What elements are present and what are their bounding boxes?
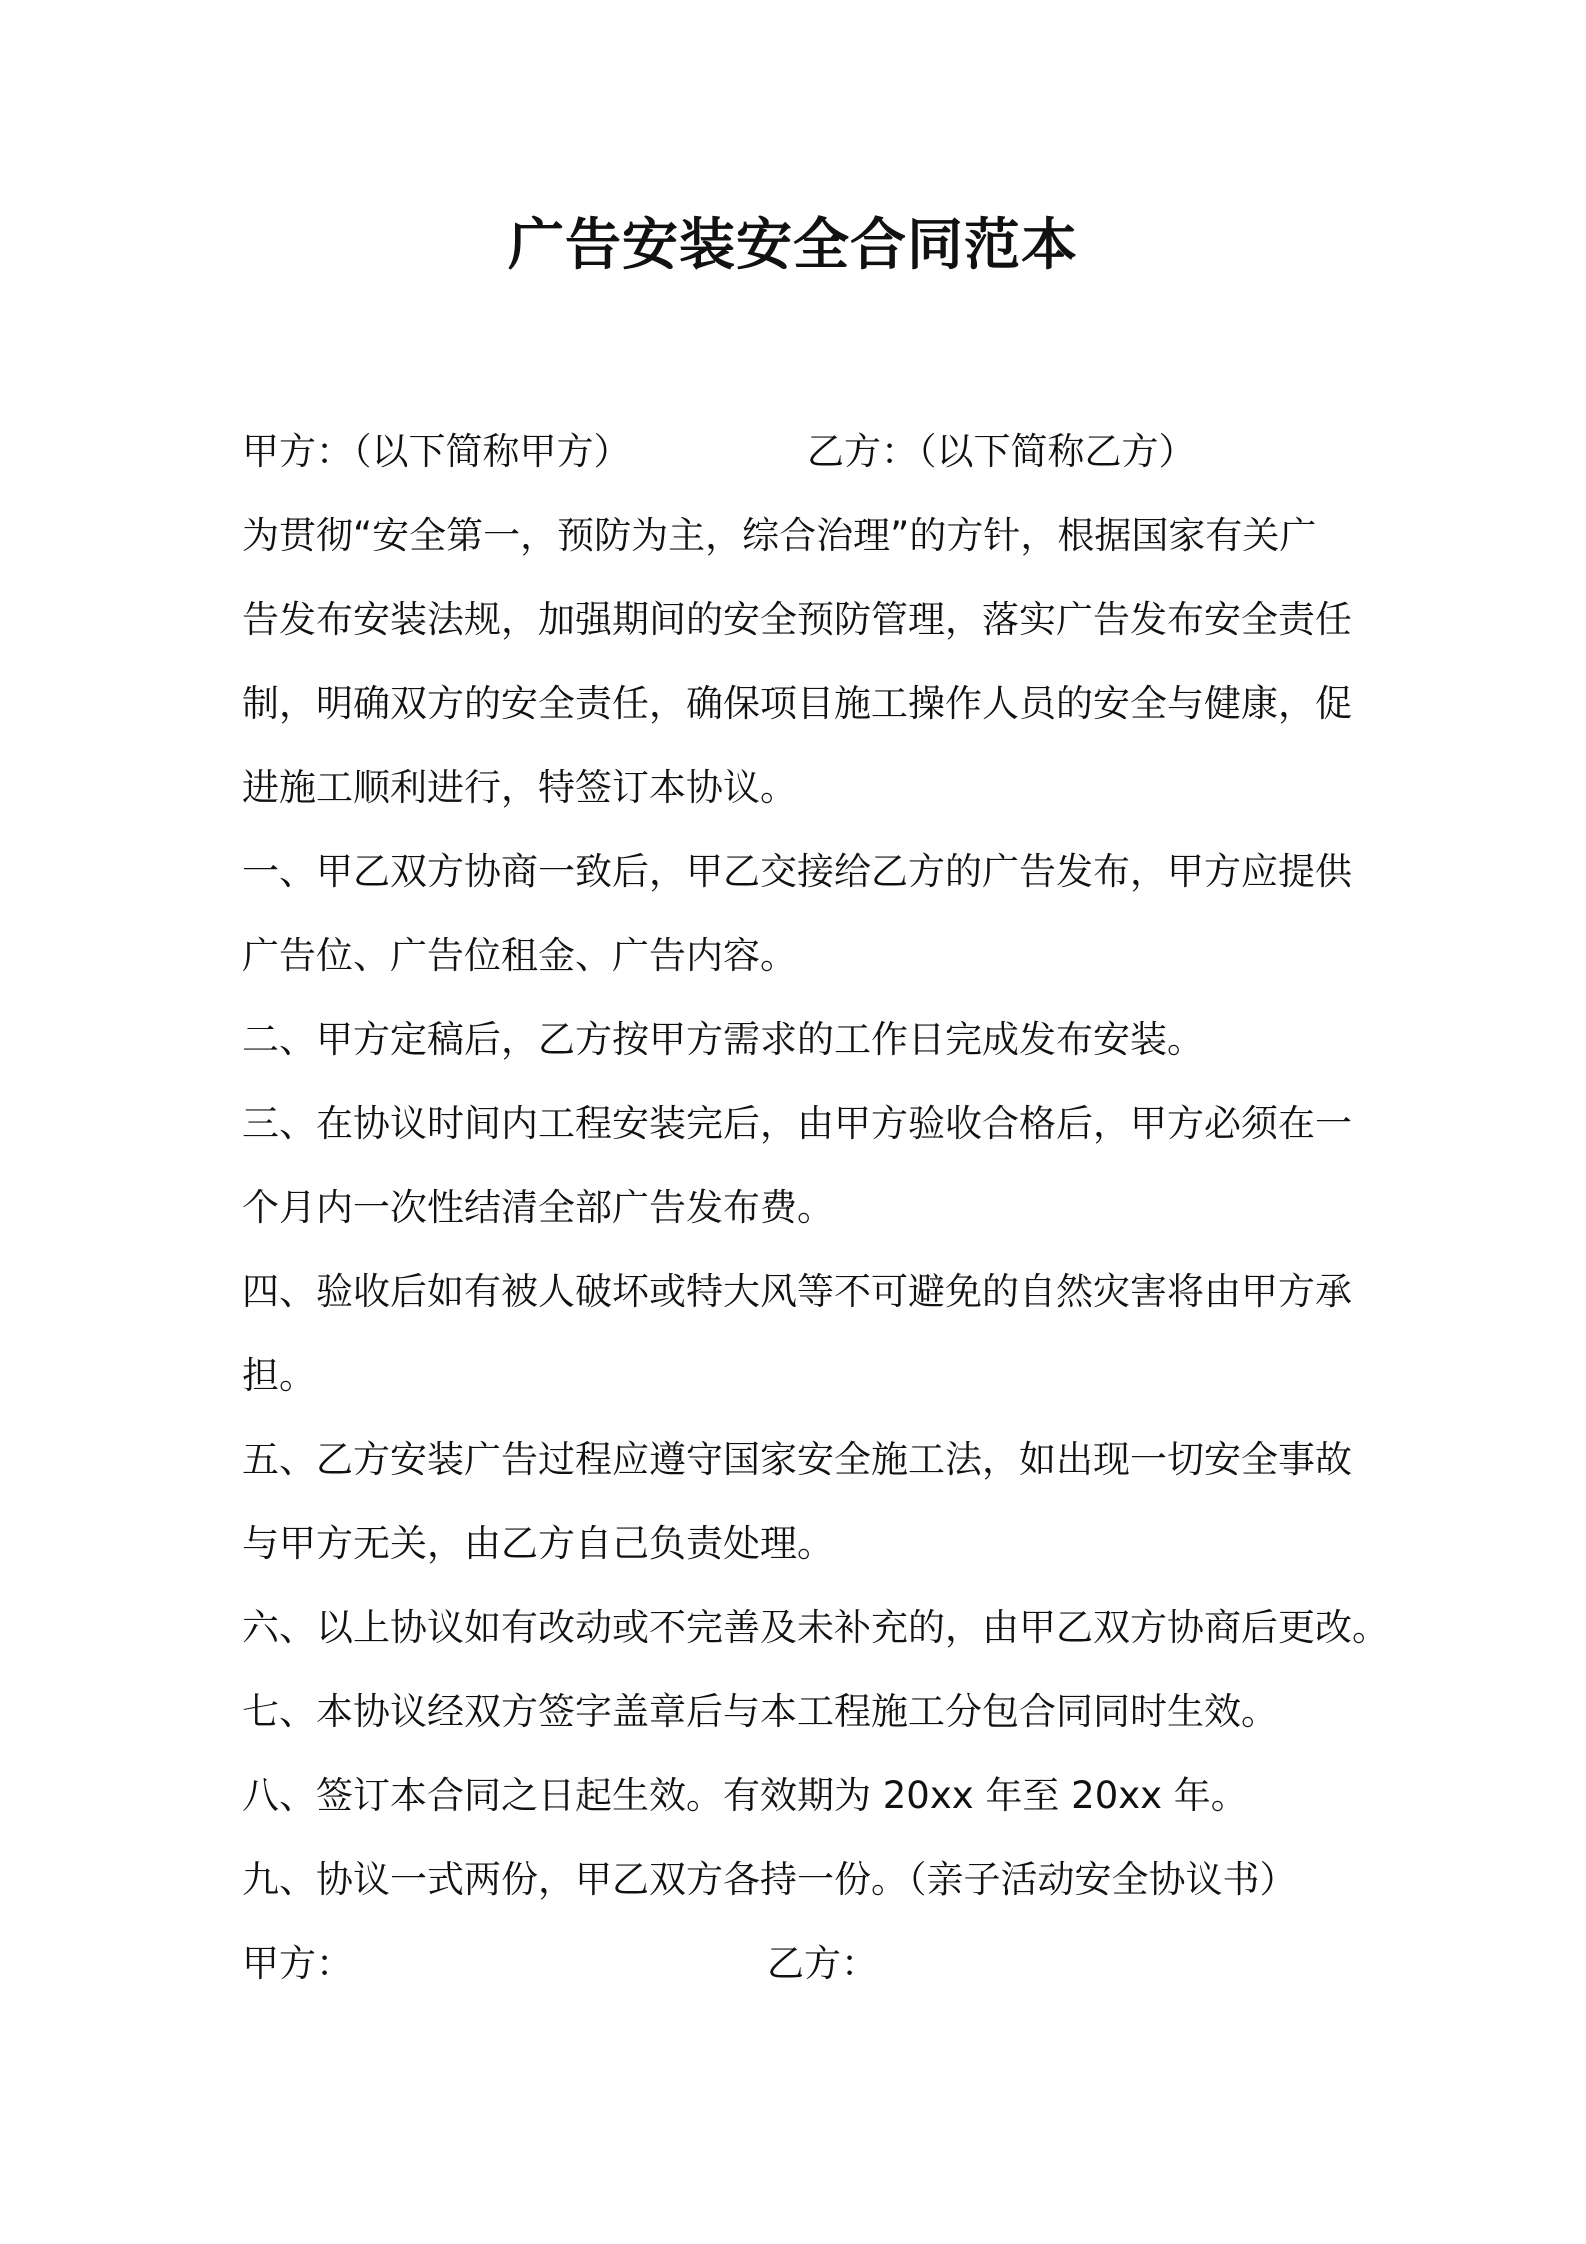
party-a-signature-label: 甲方： bbox=[242, 1942, 353, 1985]
parties-line bbox=[242, 410, 1352, 494]
text-line: 广告位、广告位租金、广告内容。 bbox=[242, 934, 797, 977]
text-line: 告发布安装法规，加强期间的安全预防管理，落实广告发布安全责任 bbox=[242, 598, 1352, 641]
party-b-signature-label: 乙方： bbox=[767, 1942, 878, 1985]
clause-2: 二、甲方定稿后，乙方按甲方需求的工作日完成发布安装。 bbox=[242, 1018, 1204, 1061]
signatures-line bbox=[242, 1922, 1352, 2006]
clause-8: 八、签订本合同之日起生效。有效期为 20xx 年至 20xx 年。 bbox=[242, 1774, 1248, 1817]
text-line: 进施工顺利进行，特签订本协议。 bbox=[242, 766, 797, 809]
text-line: 为贯彻“安全第一，预防为主，综合治理”的方针，根据国家有关广 bbox=[242, 514, 1317, 557]
text-line: 个月内一次性结清全部广告发布费。 bbox=[242, 1186, 834, 1229]
clause-3: 三、在协议时间内工程安装完后，由甲方验收合格后，甲方必须在一 bbox=[242, 1102, 1352, 1145]
clause-6: 六、以上协议如有改动或不完善及未补充的，由甲乙双方协商后更改。 bbox=[242, 1606, 1389, 1649]
party-b-label: 乙方：（以下简称乙方） bbox=[807, 430, 1196, 473]
text-line: 制，明确双方的安全责任，确保项目施工操作人员的安全与健康，促 bbox=[242, 682, 1352, 725]
clause-9: 九、协议一式两份，甲乙双方各持一份。（亲子活动安全协议书） bbox=[242, 1858, 1297, 1901]
text-line: 担。 bbox=[242, 1354, 316, 1397]
clause-4: 四、验收后如有被人破坏或特大风等不可避免的自然灾害将由甲方承 bbox=[242, 1270, 1352, 1313]
clause-1: 一、甲乙双方协商一致后，甲乙交接给乙方的广告发布，甲方应提供 bbox=[242, 850, 1352, 893]
text-line: 与甲方无关，由乙方自己负责处理。 bbox=[242, 1522, 834, 1565]
clause-7: 七、本协议经双方签字盖章后与本工程施工分包合同同时生效。 bbox=[242, 1690, 1278, 1733]
party-a-label: 甲方：（以下简称甲方） bbox=[242, 430, 631, 473]
clause-5: 五、乙方安装广告过程应遵守国家安全施工法，如出现一切安全事故 bbox=[242, 1438, 1352, 1481]
document-title: 广告安装安全合同范本 bbox=[508, 213, 1078, 278]
document-body bbox=[242, 410, 1389, 2006]
